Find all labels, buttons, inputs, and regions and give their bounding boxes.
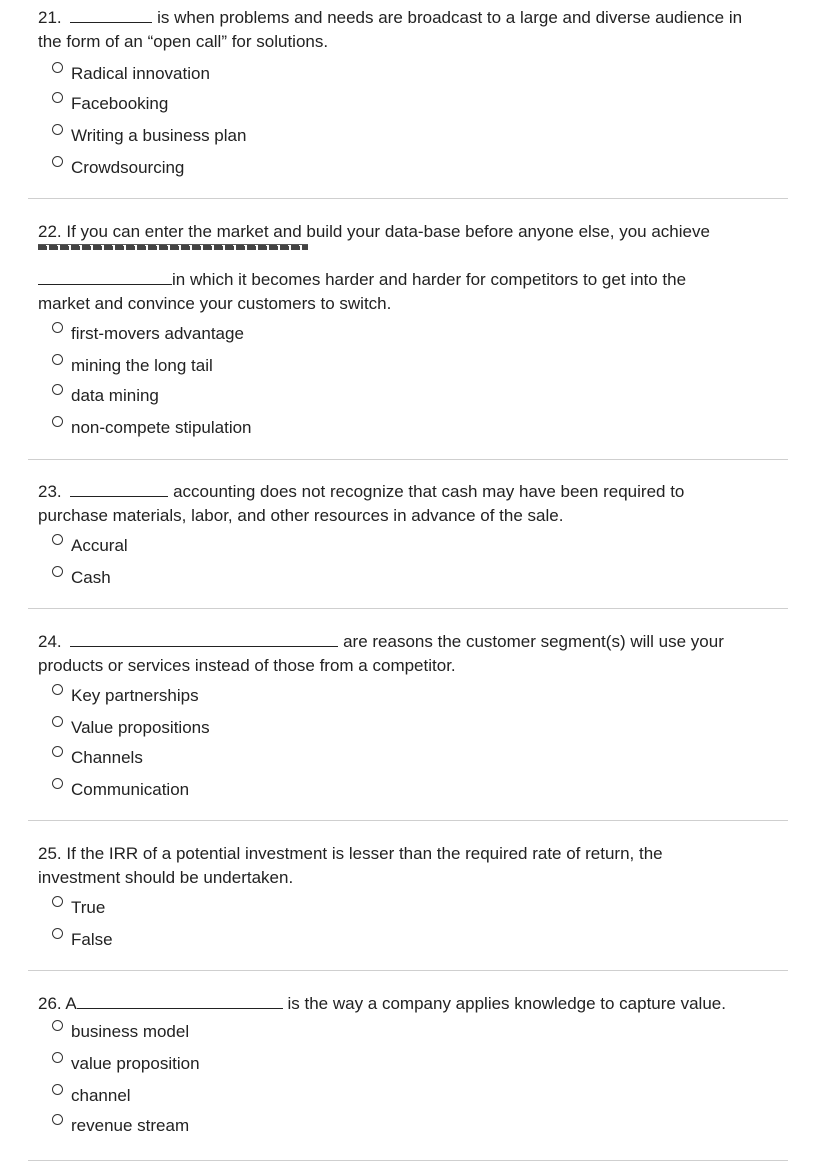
option-label: first-movers advantage	[71, 324, 244, 343]
answer-blank-dashed	[38, 244, 308, 250]
question-text: are reasons the customer segment(s) will use your	[338, 632, 724, 651]
radio-button[interactable]	[52, 1114, 63, 1125]
option-label: mining the long tail	[71, 356, 213, 375]
radio-button[interactable]	[52, 1084, 63, 1095]
radio-button[interactable]	[52, 1020, 63, 1031]
question-22-line-3	[38, 268, 686, 292]
answer-blank	[38, 269, 172, 285]
question-text: accounting does not recognize that cash may have been required to	[168, 482, 685, 501]
question-26-line-1	[38, 992, 726, 1016]
question-22	[38, 220, 788, 445]
divider	[28, 970, 788, 971]
option-label: Radical innovation	[71, 64, 210, 83]
question-number: 21.	[38, 8, 62, 27]
option-label: non-compete stipulation	[71, 418, 252, 437]
radio-button[interactable]	[52, 156, 63, 167]
radio-button[interactable]	[52, 1052, 63, 1063]
question-24	[38, 630, 788, 810]
radio-button[interactable]	[52, 124, 63, 135]
option-label: Facebooking	[71, 94, 169, 113]
option-label: Cash	[71, 568, 111, 587]
question-text: in which it becomes harder and harder for competitors to get into the	[172, 270, 687, 289]
radio-button[interactable]	[52, 928, 63, 939]
radio-button[interactable]	[52, 566, 63, 577]
answer-blank	[77, 993, 283, 1009]
radio-button[interactable]	[52, 92, 63, 103]
radio-button[interactable]	[52, 778, 63, 789]
question-21-line-2: the form of an “open call” for solutions.	[38, 32, 329, 51]
question-22-line-1: 22. If you can enter the market and build your data-base before anyone else, you achieve	[38, 222, 710, 241]
question-21-line-1	[38, 6, 742, 30]
answer-blank	[70, 631, 338, 647]
answer-blank	[70, 7, 152, 23]
option-label: channel	[71, 1086, 131, 1105]
option-label: value proposition	[71, 1054, 200, 1073]
option-label: business model	[71, 1022, 190, 1041]
question-24-line-1	[38, 630, 724, 654]
radio-button[interactable]	[52, 716, 63, 727]
divider	[28, 820, 788, 821]
option-label: Key partnerships	[71, 686, 199, 705]
question-number: 26. A	[38, 994, 77, 1013]
question-text: is the way a company applies knowledge to capture value.	[282, 994, 726, 1013]
radio-button[interactable]	[52, 62, 63, 73]
option-label: Value propositions	[71, 718, 210, 737]
divider	[28, 608, 788, 609]
option-label: revenue stream	[71, 1116, 190, 1135]
answer-blank	[70, 481, 168, 497]
question-24-line-2: products or services instead of those from a competitor.	[38, 656, 456, 675]
radio-button[interactable]	[52, 384, 63, 395]
option-label: True	[71, 898, 106, 917]
radio-button[interactable]	[52, 354, 63, 365]
divider	[28, 1160, 788, 1161]
question-25	[38, 842, 788, 962]
question-number: 23.	[38, 482, 62, 501]
option-label: False	[71, 930, 113, 949]
question-22-line-4: market and convince your customers to switch.	[38, 294, 392, 313]
question-23-line-1	[38, 480, 684, 504]
radio-button[interactable]	[52, 684, 63, 695]
question-23	[38, 480, 788, 600]
radio-button[interactable]	[52, 416, 63, 427]
question-25-line-1: 25. If the IRR of a potential investment is lesser than the required rate of return, the	[38, 844, 663, 863]
option-label: Writing a business plan	[71, 126, 247, 145]
question-23-line-2: purchase materials, labor, and other resources in advance of the sale.	[38, 506, 564, 525]
divider	[28, 198, 788, 199]
question-text: is when problems and needs are broadcast to a large and diverse audience in	[152, 8, 743, 27]
radio-button[interactable]	[52, 322, 63, 333]
option-label: Crowdsourcing	[71, 158, 185, 177]
question-25-line-2: investment should be undertaken.	[38, 868, 294, 887]
radio-button[interactable]	[52, 746, 63, 757]
option-label: Communication	[71, 780, 190, 799]
option-label: Accural	[71, 536, 128, 555]
question-number: 24.	[38, 632, 62, 651]
radio-button[interactable]	[52, 896, 63, 907]
question-26	[38, 992, 788, 1152]
divider	[28, 459, 788, 460]
option-label: data mining	[71, 386, 159, 405]
radio-button[interactable]	[52, 534, 63, 545]
question-21	[38, 6, 788, 191]
option-label: Channels	[71, 748, 143, 767]
